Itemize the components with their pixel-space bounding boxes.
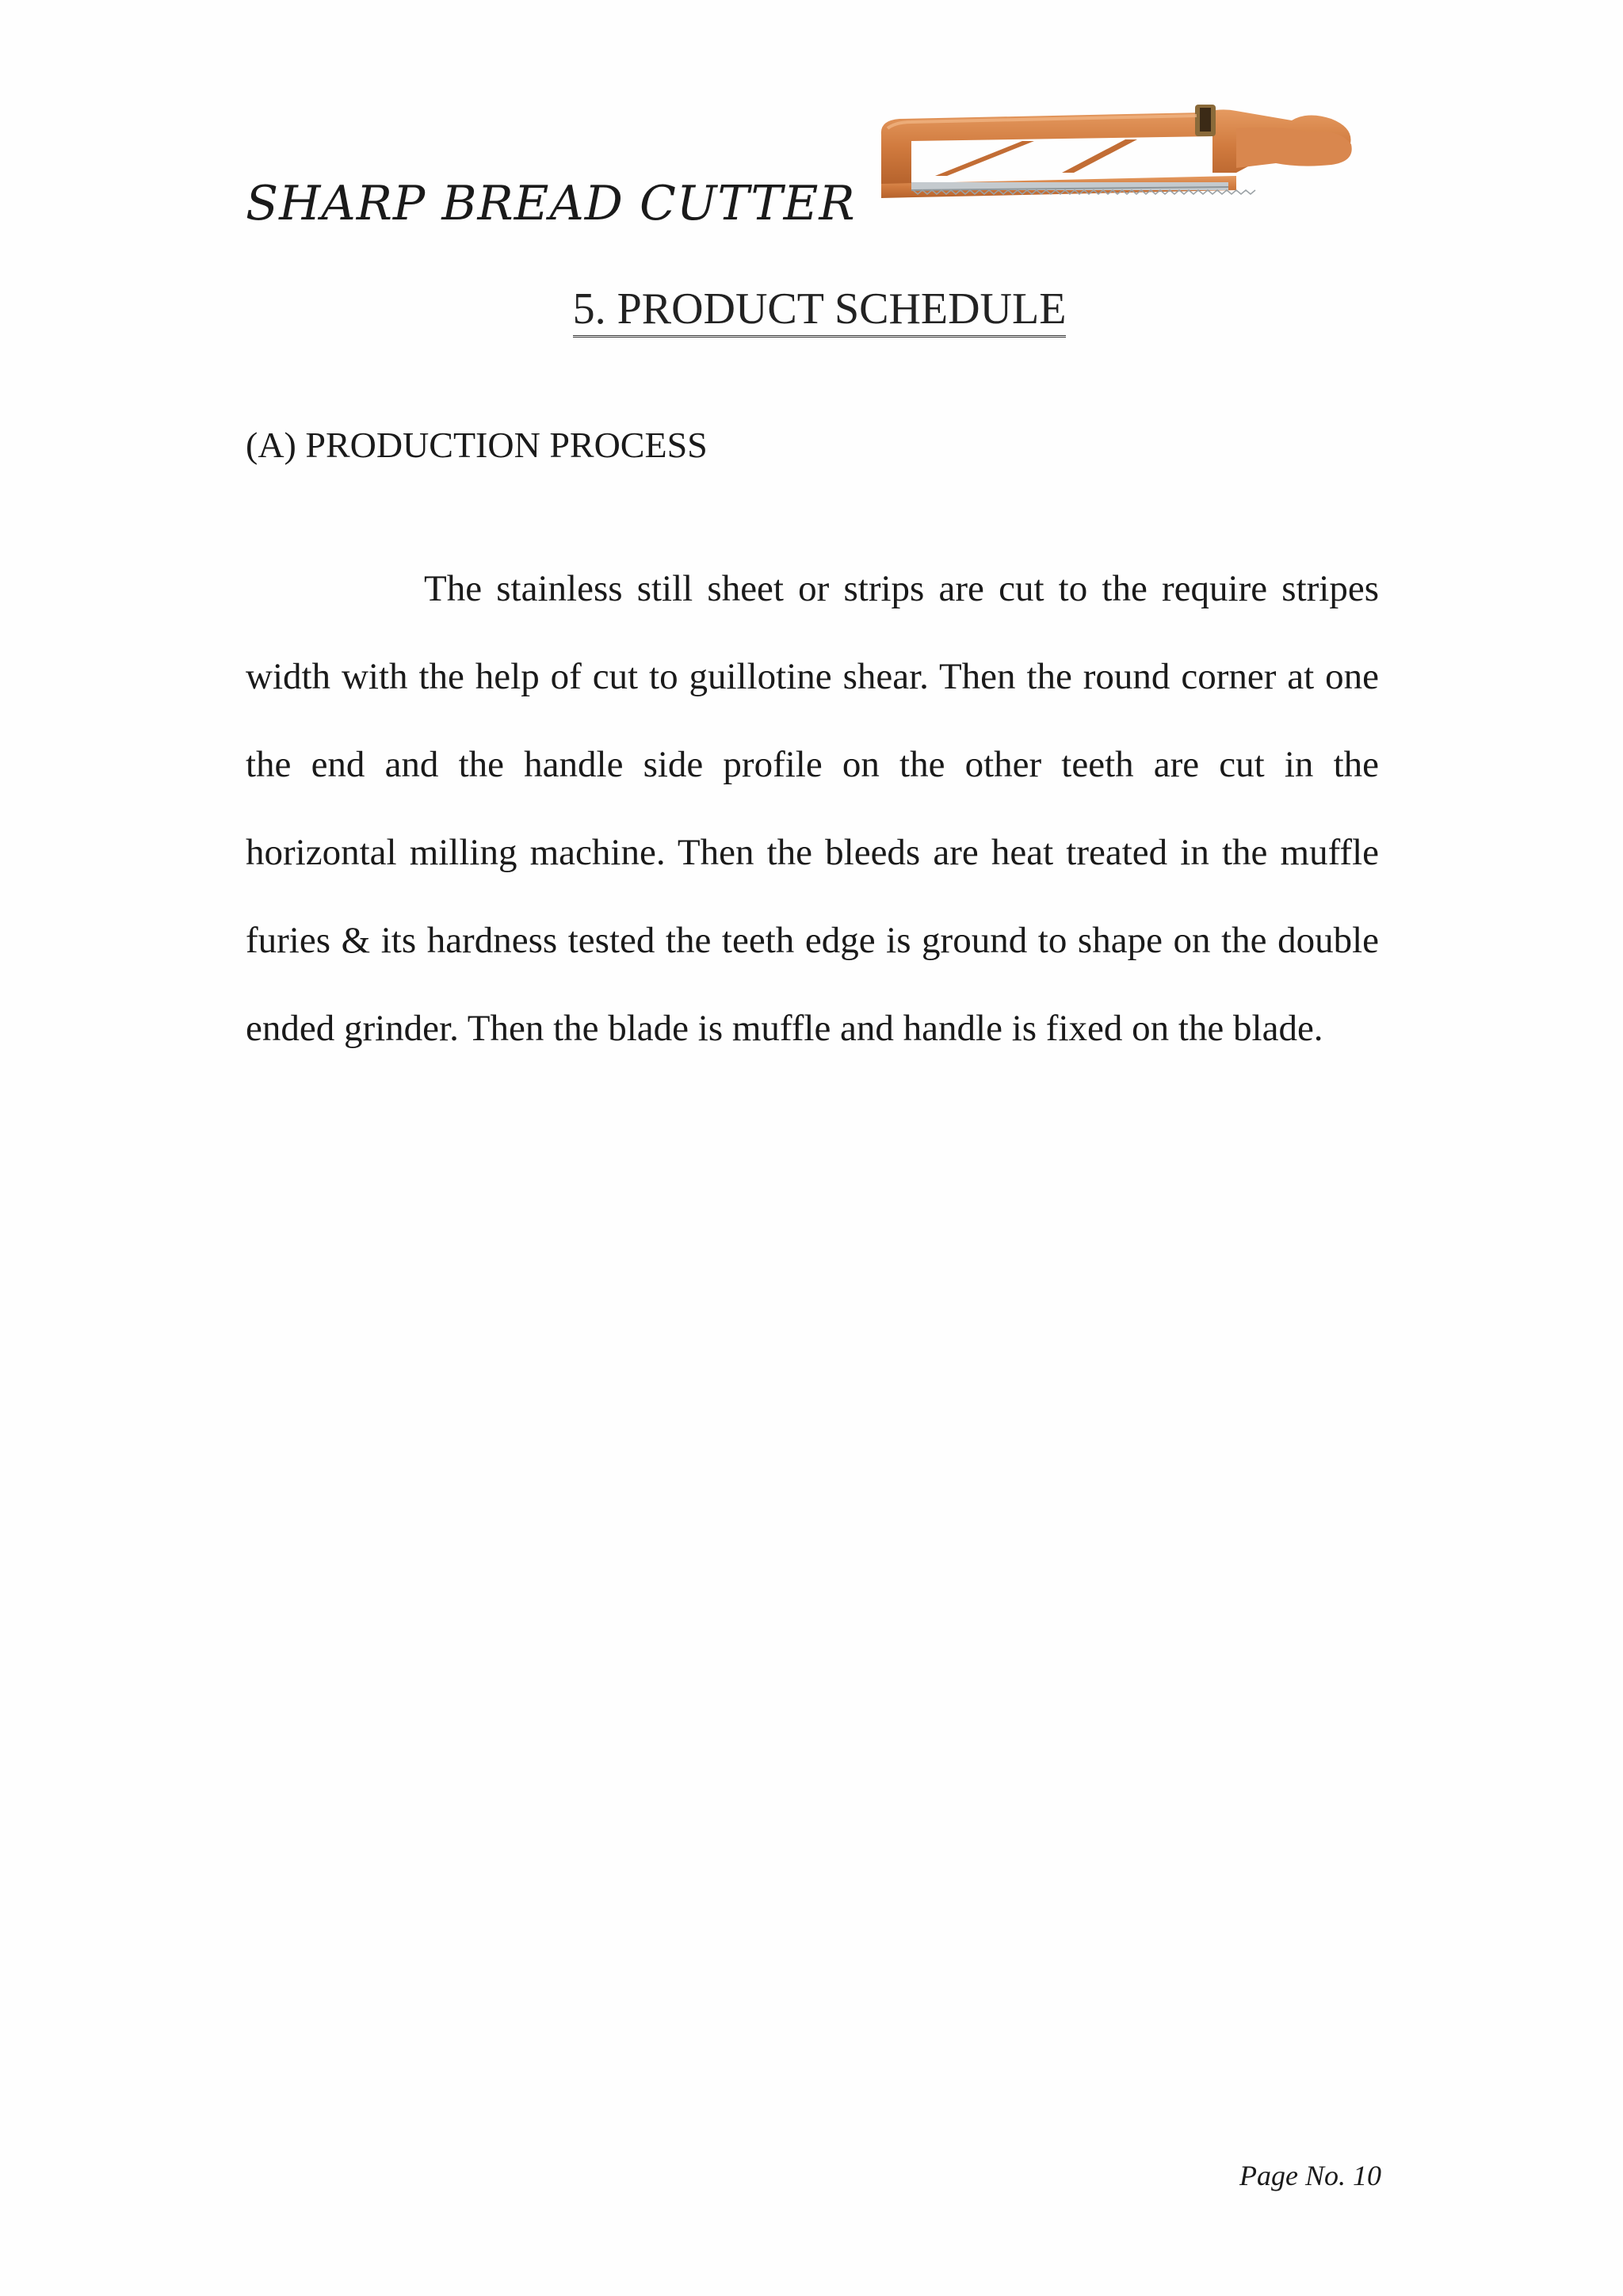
sub-heading: (A) PRODUCTION PROCESS (246, 425, 708, 465)
section-heading (0, 284, 1623, 334)
body-paragraph: The stainless still sheet or strips are cut to the require stripes width with the help of cut to guillotine shear. Then the round corner at one the end and the handle side profile on the other teeth are cut in the horizontal milling machine. Then the bleeds are heat treated in the muffle furies & its hardness tested the teeth edge is ground to shape on the double ended grinder. Then the blade is muffle and handle is fixed on the blade. (246, 568, 1379, 1049)
header-title: SHARP BREAD CUTTER (246, 176, 856, 231)
page-number: Page No. 10 (1239, 2160, 1381, 2191)
section-heading-text: 5. PRODUCT SCHEDULE (573, 284, 1067, 338)
bread-cutter-image (864, 97, 1371, 219)
